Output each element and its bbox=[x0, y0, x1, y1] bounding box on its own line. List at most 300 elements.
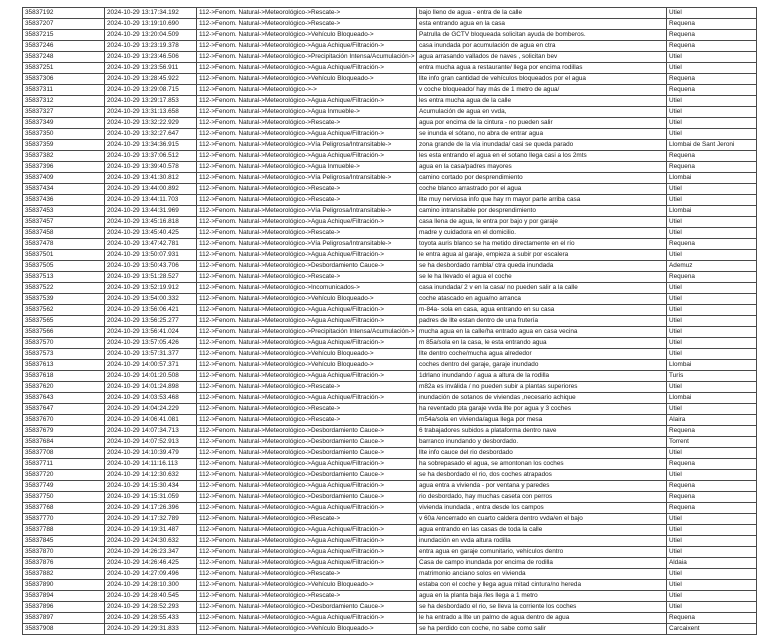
category-cell: 112->Fenom. Natural->Meteorológico->Agua Achique/Filtración-> bbox=[197, 371, 417, 382]
municipality-cell: Requena bbox=[667, 41, 757, 52]
category-cell: 112->Fenom. Natural->Meteorológico->Rescate-> bbox=[197, 8, 417, 19]
timestamp-cell: 2024-10-29 13:45:40.425 bbox=[105, 228, 197, 239]
timestamp-cell: 2024-10-29 13:39:40.578 bbox=[105, 162, 197, 173]
incident-id-cell: 35837643 bbox=[23, 393, 105, 404]
municipality-cell: Utiel bbox=[667, 294, 757, 305]
incident-id-cell: 35837246 bbox=[23, 41, 105, 52]
description-cell: Patrulla de GCTV bloqueada solicitan ayuda de bomberos. bbox=[417, 30, 667, 41]
timestamp-cell: 2024-10-29 13:32:22.929 bbox=[105, 118, 197, 129]
category-cell: 112->Fenom. Natural->Meteorológico->Rescate-> bbox=[197, 19, 417, 30]
municipality-cell: Utiel bbox=[667, 63, 757, 74]
timestamp-cell: 2024-10-29 13:44:31.969 bbox=[105, 206, 197, 217]
municipality-cell: Requena bbox=[667, 30, 757, 41]
table-row bbox=[23, 338, 757, 349]
timestamp-cell: 2024-10-29 13:52:19.912 bbox=[105, 283, 197, 294]
municipality-cell: Utiel bbox=[667, 316, 757, 327]
incident-log-page bbox=[22, 7, 756, 635]
table-row bbox=[23, 536, 757, 547]
incident-id-cell: 35837908 bbox=[23, 624, 105, 635]
timestamp-cell: 2024-10-29 14:07:52.913 bbox=[105, 437, 197, 448]
timestamp-cell: 2024-10-29 13:20:04.509 bbox=[105, 30, 197, 41]
description-cell: casa inundada/ 2 v en la casa/ no pueden salir a la calle bbox=[417, 283, 667, 294]
description-cell: inundación de sotanos de viviendas ,necesario achique bbox=[417, 393, 667, 404]
category-cell: 112->Fenom. Natural->Meteorológico->Vía Peligrosa/Intransitable-> bbox=[197, 140, 417, 151]
description-cell: v 60a /encerrado en cuarto caldera dentro vvda/en el bajo bbox=[417, 514, 667, 525]
table-row bbox=[23, 250, 757, 261]
timestamp-cell: 2024-10-29 14:28:10.300 bbox=[105, 580, 197, 591]
incident-id-cell: 35837522 bbox=[23, 283, 105, 294]
municipality-cell: Requena bbox=[667, 613, 757, 624]
category-cell: 112->Fenom. Natural->Meteorológico->Precipitación Intensa/Acumulación-> bbox=[197, 327, 417, 338]
description-cell: se ha desbordado el rio, dos coches atrapados bbox=[417, 470, 667, 481]
category-cell: 112->Fenom. Natural->Meteorológico->Rescate-> bbox=[197, 272, 417, 283]
table-row bbox=[23, 52, 757, 63]
incident-id-cell: 35837349 bbox=[23, 118, 105, 129]
municipality-cell: Utiel bbox=[667, 569, 757, 580]
timestamp-cell: 2024-10-29 13:29:17.853 bbox=[105, 96, 197, 107]
description-cell: coche atascado en agua/no arranca bbox=[417, 294, 667, 305]
category-cell: 112->Fenom. Natural->Meteorológico->Vehículo Bloqueado-> bbox=[197, 580, 417, 591]
municipality-cell: Utiel bbox=[667, 470, 757, 481]
incident-id-cell: 35837248 bbox=[23, 52, 105, 63]
table-row bbox=[23, 371, 757, 382]
table-row bbox=[23, 305, 757, 316]
description-cell: agua entra a vivienda - por ventana y paredes bbox=[417, 481, 667, 492]
description-cell: se ha desbordado rambla/ ctra queda inundada bbox=[417, 261, 667, 272]
category-cell: 112->Fenom. Natural->Meteorológico->Rescate-> bbox=[197, 404, 417, 415]
timestamp-cell: 2024-10-29 13:57:05.426 bbox=[105, 338, 197, 349]
category-cell: 112->Fenom. Natural->Meteorológico->Vehículo Bloqueado-> bbox=[197, 349, 417, 360]
description-cell: se ha perdido con coche, no sabe como salir bbox=[417, 624, 667, 635]
description-cell: llte muy nerviosa info que hay rn mayor parte arriba casa bbox=[417, 195, 667, 206]
table-row bbox=[23, 525, 757, 536]
table-row bbox=[23, 283, 757, 294]
description-cell: coche blanco arrastrado por el agua bbox=[417, 184, 667, 195]
table-row bbox=[23, 624, 757, 635]
timestamp-cell: 2024-10-29 14:12:30.632 bbox=[105, 470, 197, 481]
table-row bbox=[23, 118, 757, 129]
timestamp-cell: 2024-10-29 13:44:00.892 bbox=[105, 184, 197, 195]
description-cell: Acumulación de agua en vvda, bbox=[417, 107, 667, 118]
description-cell: matrimonio anciano solos en vivienda bbox=[417, 569, 667, 580]
incident-id-cell: 35837749 bbox=[23, 481, 105, 492]
timestamp-cell: 2024-10-29 14:19:31.487 bbox=[105, 525, 197, 536]
category-cell: 112->Fenom. Natural->Meteorológico->Desbordamiento Cauce-> bbox=[197, 261, 417, 272]
municipality-cell: Utiel bbox=[667, 382, 757, 393]
municipality-cell: Utiel bbox=[667, 305, 757, 316]
category-cell: 112->Fenom. Natural->Meteorológico->Incomunicados-> bbox=[197, 283, 417, 294]
table-row bbox=[23, 481, 757, 492]
municipality-cell: Requena bbox=[667, 492, 757, 503]
description-cell: estaba con el coche y llega agua mitad cintura/no hereda bbox=[417, 580, 667, 591]
incident-id-cell: 35837750 bbox=[23, 492, 105, 503]
category-cell: 112->Fenom. Natural->Meteorológico->Rescate-> bbox=[197, 184, 417, 195]
description-cell: entra mucha agua a restaurante/ llega por encima rodillas bbox=[417, 63, 667, 74]
municipality-cell: Llombai bbox=[667, 393, 757, 404]
category-cell: 112->Fenom. Natural->Meteorológico->Agua Achique/Filtración-> bbox=[197, 63, 417, 74]
description-cell: se le ha llevado el agua el coche bbox=[417, 272, 667, 283]
description-cell: m54a/sola en vivienda/agua llega por mesa bbox=[417, 415, 667, 426]
table-row bbox=[23, 19, 757, 30]
incident-id-cell: 35837312 bbox=[23, 96, 105, 107]
description-cell: llte dentro coche/mucha agua alrededor bbox=[417, 349, 667, 360]
municipality-cell: Requena bbox=[667, 481, 757, 492]
table-row bbox=[23, 360, 757, 371]
timestamp-cell: 2024-10-29 13:37:06.512 bbox=[105, 151, 197, 162]
description-cell: Casa de campo inundada por encima de rodilla bbox=[417, 558, 667, 569]
category-cell: 112->Fenom. Natural->Meteorológico->Precipitación Intensa/Acumulación-> bbox=[197, 52, 417, 63]
category-cell: 112->Fenom. Natural->Meteorológico->Agua Achique/Filtración-> bbox=[197, 503, 417, 514]
table-row bbox=[23, 239, 757, 250]
incident-id-cell: 35837870 bbox=[23, 547, 105, 558]
table-row bbox=[23, 41, 757, 52]
table-row bbox=[23, 228, 757, 239]
table-row bbox=[23, 569, 757, 580]
incident-id-cell: 35837890 bbox=[23, 580, 105, 591]
description-cell: le entra agua al garaje, empieza a subir por escalera bbox=[417, 250, 667, 261]
category-cell: 112->Fenom. Natural->Meteorológico->Agua Inmueble-> bbox=[197, 162, 417, 173]
table-row bbox=[23, 415, 757, 426]
category-cell: 112->Fenom. Natural->Meteorológico->Desbordamiento Cauce-> bbox=[197, 492, 417, 503]
municipality-cell: Utiel bbox=[667, 195, 757, 206]
incident-id-cell: 35837478 bbox=[23, 239, 105, 250]
table-row bbox=[23, 272, 757, 283]
description-cell: ha reventado pta garaje vvda llte por agua y 3 coches bbox=[417, 404, 667, 415]
timestamp-cell: 2024-10-29 13:23:56.911 bbox=[105, 63, 197, 74]
table-row bbox=[23, 107, 757, 118]
table-row bbox=[23, 173, 757, 184]
incident-id-cell: 35837513 bbox=[23, 272, 105, 283]
municipality-cell: Torrent bbox=[667, 437, 757, 448]
description-cell: m 85a/sola en la casa, le esta entrando agua bbox=[417, 338, 667, 349]
municipality-cell: Llombai bbox=[667, 360, 757, 371]
category-cell: 112->Fenom. Natural->Meteorológico->Desbordamiento Cauce-> bbox=[197, 426, 417, 437]
incident-id-cell: 35837396 bbox=[23, 162, 105, 173]
municipality-cell: Alaira bbox=[667, 415, 757, 426]
table-row bbox=[23, 162, 757, 173]
description-cell: madre y cuidadora en el domicilio. bbox=[417, 228, 667, 239]
incident-log-body bbox=[23, 8, 757, 635]
municipality-cell: Utiel bbox=[667, 228, 757, 239]
table-row bbox=[23, 426, 757, 437]
municipality-cell: Utiel bbox=[667, 349, 757, 360]
municipality-cell: Requena bbox=[667, 426, 757, 437]
description-cell: 1drlano inundando / agua a altura de la rodilla bbox=[417, 371, 667, 382]
timestamp-cell: 2024-10-29 14:06:41.081 bbox=[105, 415, 197, 426]
municipality-cell: Utiel bbox=[667, 514, 757, 525]
timestamp-cell: 2024-10-29 13:41:30.812 bbox=[105, 173, 197, 184]
category-cell: 112->Fenom. Natural->Meteorológico->Agua Achique/Filtración-> bbox=[197, 217, 417, 228]
category-cell: 112->Fenom. Natural->Meteorológico->Rescate-> bbox=[197, 228, 417, 239]
table-row bbox=[23, 613, 757, 624]
category-cell: 112->Fenom. Natural->Meteorológico->Vehículo Bloqueado-> bbox=[197, 624, 417, 635]
timestamp-cell: 2024-10-29 14:28:40.545 bbox=[105, 591, 197, 602]
incident-id-cell: 35837539 bbox=[23, 294, 105, 305]
category-cell: 112->Fenom. Natural->Meteorológico->Desbordamiento Cauce-> bbox=[197, 602, 417, 613]
description-cell: se inunda el sótano, no abra de entrar agua bbox=[417, 129, 667, 140]
incident-id-cell: 35837327 bbox=[23, 107, 105, 118]
incident-id-cell: 35837618 bbox=[23, 371, 105, 382]
description-cell: bajo lleno de agua - entra de la calle bbox=[417, 8, 667, 19]
incident-id-cell: 35837458 bbox=[23, 228, 105, 239]
category-cell: 112->Fenom. Natural->Meteorológico->Rescate-> bbox=[197, 415, 417, 426]
category-cell: 112->Fenom. Natural->Meteorológico->Desbordamiento Cauce-> bbox=[197, 437, 417, 448]
incident-id-cell: 35837311 bbox=[23, 85, 105, 96]
timestamp-cell: 2024-10-29 14:00:57.371 bbox=[105, 360, 197, 371]
timestamp-cell: 2024-10-29 14:17:32.789 bbox=[105, 514, 197, 525]
table-row bbox=[23, 327, 757, 338]
timestamp-cell: 2024-10-29 13:56:25.277 bbox=[105, 316, 197, 327]
timestamp-cell: 2024-10-29 13:29:08.715 bbox=[105, 85, 197, 96]
description-cell: casa llena de agua, le entra por bajo y por garaje bbox=[417, 217, 667, 228]
timestamp-cell: 2024-10-29 13:47:42.781 bbox=[105, 239, 197, 250]
incident-id-cell: 35837788 bbox=[23, 525, 105, 536]
timestamp-cell: 2024-10-29 14:15:30.434 bbox=[105, 481, 197, 492]
category-cell: 112->Fenom. Natural->Meteorológico->Agua Achique/Filtración-> bbox=[197, 41, 417, 52]
incident-id-cell: 35837613 bbox=[23, 360, 105, 371]
incident-id-cell: 35837896 bbox=[23, 602, 105, 613]
description-cell: se ha desbordado el rio, se lleva la corriente los coches bbox=[417, 602, 667, 613]
table-row bbox=[23, 63, 757, 74]
incident-id-cell: 35837192 bbox=[23, 8, 105, 19]
table-row bbox=[23, 30, 757, 41]
table-row bbox=[23, 85, 757, 96]
table-row bbox=[23, 602, 757, 613]
description-cell: casa inundada por acumulación de agua en ctra bbox=[417, 41, 667, 52]
municipality-cell: Ademuz bbox=[667, 261, 757, 272]
municipality-cell: Llombai bbox=[667, 173, 757, 184]
table-row bbox=[23, 470, 757, 481]
description-cell: le ha entrado a llte un palmo de agua dentro de agua bbox=[417, 613, 667, 624]
municipality-cell: Utiel bbox=[667, 338, 757, 349]
municipality-cell: Utiel bbox=[667, 129, 757, 140]
category-cell: 112->Fenom. Natural->Meteorológico->Agua Achique/Filtración-> bbox=[197, 305, 417, 316]
description-cell: m-84a- sola en casa, agua entrando en su casa bbox=[417, 305, 667, 316]
description-cell: rio desbordado, hay muchas caseta con perros bbox=[417, 492, 667, 503]
timestamp-cell: 2024-10-29 13:32:27.647 bbox=[105, 129, 197, 140]
table-row bbox=[23, 514, 757, 525]
category-cell: 112->Fenom. Natural->Meteorológico->Rescate-> bbox=[197, 514, 417, 525]
municipality-cell: Llombai de Sant Jeroni bbox=[667, 140, 757, 151]
municipality-cell: Requena bbox=[667, 503, 757, 514]
category-cell: 112->Fenom. Natural->Meteorológico->Agua Achique/Filtración-> bbox=[197, 250, 417, 261]
incident-id-cell: 35837207 bbox=[23, 19, 105, 30]
timestamp-cell: 2024-10-29 14:24:30.632 bbox=[105, 536, 197, 547]
municipality-cell: Utiel bbox=[667, 602, 757, 613]
incident-log-table bbox=[22, 7, 757, 635]
timestamp-cell: 2024-10-29 13:17:34.192 bbox=[105, 8, 197, 19]
table-row bbox=[23, 459, 757, 470]
table-row bbox=[23, 558, 757, 569]
timestamp-cell: 2024-10-29 14:28:55.433 bbox=[105, 613, 197, 624]
timestamp-cell: 2024-10-29 13:56:41.024 bbox=[105, 327, 197, 338]
description-cell: barranco inundando y desbordado. bbox=[417, 437, 667, 448]
description-cell: agua en la planta baja /les llega a 1 metro bbox=[417, 591, 667, 602]
table-row bbox=[23, 96, 757, 107]
description-cell: agua por encima de la cintura - no pueden salir bbox=[417, 118, 667, 129]
municipality-cell: Utiel bbox=[667, 591, 757, 602]
category-cell: 112->Fenom. Natural->Meteorológico->Rescate-> bbox=[197, 591, 417, 602]
category-cell: 112->Fenom. Natural->Meteorológico->Agua Achique/Filtración-> bbox=[197, 316, 417, 327]
category-cell: 112->Fenom. Natural->Meteorológico->Agua Achique/Filtración-> bbox=[197, 338, 417, 349]
municipality-cell: Requena bbox=[667, 272, 757, 283]
category-cell: 112->Fenom. Natural->Meteorológico->Desbordamiento Cauce-> bbox=[197, 448, 417, 459]
description-cell: entra agua en garaje comunitario, vehículos dentro bbox=[417, 547, 667, 558]
municipality-cell: Requena bbox=[667, 459, 757, 470]
incident-id-cell: 35837573 bbox=[23, 349, 105, 360]
table-row bbox=[23, 217, 757, 228]
municipality-cell: Requena bbox=[667, 151, 757, 162]
table-row bbox=[23, 316, 757, 327]
incident-id-cell: 35837679 bbox=[23, 426, 105, 437]
timestamp-cell: 2024-10-29 13:54:00.332 bbox=[105, 294, 197, 305]
municipality-cell: Utiel bbox=[667, 525, 757, 536]
municipality-cell: Turís bbox=[667, 371, 757, 382]
description-cell: inundación en vvda altura rodilla bbox=[417, 536, 667, 547]
municipality-cell: Utiel bbox=[667, 283, 757, 294]
municipality-cell: Utiel bbox=[667, 217, 757, 228]
category-cell: 112->Fenom. Natural->Meteorológico->Agua Achique/Filtración-> bbox=[197, 129, 417, 140]
description-cell: vivienda inundada , entra desde los campos bbox=[417, 503, 667, 514]
category-cell: 112->Fenom. Natural->Meteorológico->Agua Achique/Filtración-> bbox=[197, 558, 417, 569]
description-cell: zona grande de la vía inundada/ casi se queda parado bbox=[417, 140, 667, 151]
municipality-cell: Utiel bbox=[667, 536, 757, 547]
municipality-cell: Requena bbox=[667, 19, 757, 30]
municipality-cell: Requena bbox=[667, 85, 757, 96]
municipality-cell: Utiel bbox=[667, 404, 757, 415]
municipality-cell: Requena bbox=[667, 239, 757, 250]
description-cell: m82a es inválida / no pueden subir a plantas superiores bbox=[417, 382, 667, 393]
timestamp-cell: 2024-10-29 13:34:36.915 bbox=[105, 140, 197, 151]
timestamp-cell: 2024-10-29 13:19:10.690 bbox=[105, 19, 197, 30]
incident-id-cell: 35837562 bbox=[23, 305, 105, 316]
municipality-cell: Requena bbox=[667, 162, 757, 173]
category-cell: 112->Fenom. Natural->Meteorológico->Rescate-> bbox=[197, 195, 417, 206]
category-cell: 112->Fenom. Natural->Meteorológico->Agua Achique/Filtración-> bbox=[197, 613, 417, 624]
timestamp-cell: 2024-10-29 14:27:09.496 bbox=[105, 569, 197, 580]
table-row bbox=[23, 140, 757, 151]
incident-id-cell: 35837708 bbox=[23, 448, 105, 459]
description-cell: esta entrando agua en la casa bbox=[417, 19, 667, 30]
table-row bbox=[23, 404, 757, 415]
timestamp-cell: 2024-10-29 13:23:46.506 bbox=[105, 52, 197, 63]
description-cell: llte info gran cantidad de vehículos bloqueados por el agua bbox=[417, 74, 667, 85]
incident-id-cell: 35837409 bbox=[23, 173, 105, 184]
incident-id-cell: 35837711 bbox=[23, 459, 105, 470]
timestamp-cell: 2024-10-29 14:11:16.113 bbox=[105, 459, 197, 470]
table-row bbox=[23, 349, 757, 360]
table-row bbox=[23, 492, 757, 503]
timestamp-cell: 2024-10-29 13:56:06.421 bbox=[105, 305, 197, 316]
timestamp-cell: 2024-10-29 14:04:24.229 bbox=[105, 404, 197, 415]
category-cell: 112->Fenom. Natural->Meteorológico->Vía Peligrosa/Intransitable-> bbox=[197, 173, 417, 184]
timestamp-cell: 2024-10-29 14:26:23.347 bbox=[105, 547, 197, 558]
table-row bbox=[23, 129, 757, 140]
category-cell: 112->Fenom. Natural->Meteorológico->Rescate-> bbox=[197, 118, 417, 129]
municipality-cell: Utiel bbox=[667, 448, 757, 459]
table-row bbox=[23, 393, 757, 404]
description-cell: camino cortado por desprendimiento bbox=[417, 173, 667, 184]
category-cell: 112->Fenom. Natural->Meteorológico->Agua Inmueble-> bbox=[197, 107, 417, 118]
category-cell: 112->Fenom. Natural->Meteorológico->Desbordamiento Cauce-> bbox=[197, 470, 417, 481]
timestamp-cell: 2024-10-29 14:07:34.713 bbox=[105, 426, 197, 437]
description-cell: les entra mucha agua de la calle bbox=[417, 96, 667, 107]
incident-id-cell: 35837876 bbox=[23, 558, 105, 569]
incident-id-cell: 35837251 bbox=[23, 63, 105, 74]
timestamp-cell: 2024-10-29 13:44:11.703 bbox=[105, 195, 197, 206]
municipality-cell: Utiel bbox=[667, 118, 757, 129]
table-row bbox=[23, 448, 757, 459]
table-row bbox=[23, 261, 757, 272]
timestamp-cell: 2024-10-29 14:01:20.508 bbox=[105, 371, 197, 382]
municipality-cell: Utiel bbox=[667, 96, 757, 107]
municipality-cell: Utiel bbox=[667, 547, 757, 558]
municipality-cell: Utiel bbox=[667, 8, 757, 19]
timestamp-cell: 2024-10-29 14:29:31.833 bbox=[105, 624, 197, 635]
incident-id-cell: 35837882 bbox=[23, 569, 105, 580]
table-row bbox=[23, 547, 757, 558]
table-row bbox=[23, 437, 757, 448]
incident-id-cell: 35837894 bbox=[23, 591, 105, 602]
table-row bbox=[23, 580, 757, 591]
incident-id-cell: 35837436 bbox=[23, 195, 105, 206]
incident-id-cell: 35837215 bbox=[23, 30, 105, 41]
timestamp-cell: 2024-10-29 13:51:28.527 bbox=[105, 272, 197, 283]
municipality-cell: Llombai bbox=[667, 206, 757, 217]
category-cell: 112->Fenom. Natural->Meteorológico->Agua Achique/Filtración-> bbox=[197, 536, 417, 547]
description-cell: les esta entrando el agua en el sotano llega casi a los 2mts bbox=[417, 151, 667, 162]
description-cell: padres de llte estan dentro de una frutería bbox=[417, 316, 667, 327]
category-cell: 112->Fenom. Natural->Meteorológico->Agua Achique/Filtración-> bbox=[197, 459, 417, 470]
category-cell: 112->Fenom. Natural->Meteorológico->Vehículo Bloqueado-> bbox=[197, 74, 417, 85]
description-cell: 6 trabajadores subidos a plataforma dentro nave bbox=[417, 426, 667, 437]
timestamp-cell: 2024-10-29 14:15:31.059 bbox=[105, 492, 197, 503]
incident-id-cell: 35837845 bbox=[23, 536, 105, 547]
incident-id-cell: 35837897 bbox=[23, 613, 105, 624]
timestamp-cell: 2024-10-29 13:50:07.931 bbox=[105, 250, 197, 261]
description-cell: ha sobrepasado el agua, se amontonan los coches bbox=[417, 459, 667, 470]
municipality-cell: Utiel bbox=[667, 184, 757, 195]
category-cell: 112->Fenom. Natural->Meteorológico->Rescate-> bbox=[197, 382, 417, 393]
description-cell: agua arrasando vallados de naves , solicitan bev bbox=[417, 52, 667, 63]
category-cell: 112->Fenom. Natural->Meteorológico->Vehículo Bloqueado-> bbox=[197, 294, 417, 305]
category-cell: 112->Fenom. Natural->Meteorológico->Vehículo Bloqueado-> bbox=[197, 30, 417, 41]
municipality-cell: Carcaixent bbox=[667, 624, 757, 635]
category-cell: 112->Fenom. Natural->Meteorológico->Agua Achique/Filtración-> bbox=[197, 547, 417, 558]
incident-id-cell: 35837647 bbox=[23, 404, 105, 415]
municipality-cell: Requena bbox=[667, 74, 757, 85]
table-row bbox=[23, 195, 757, 206]
municipality-cell: Utiel bbox=[667, 327, 757, 338]
description-cell: mucha agua en la calle/ha entrado agua en casa vecina bbox=[417, 327, 667, 338]
table-row bbox=[23, 184, 757, 195]
incident-id-cell: 35837382 bbox=[23, 151, 105, 162]
incident-id-cell: 35837453 bbox=[23, 206, 105, 217]
timestamp-cell: 2024-10-29 14:01:24.898 bbox=[105, 382, 197, 393]
category-cell: 112->Fenom. Natural->Meteorológico->Agua Achique/Filtración-> bbox=[197, 481, 417, 492]
table-row bbox=[23, 591, 757, 602]
table-row bbox=[23, 151, 757, 162]
category-cell: 112->Fenom. Natural->Meteorológico->Agua Achique/Filtración-> bbox=[197, 96, 417, 107]
incident-id-cell: 35837768 bbox=[23, 503, 105, 514]
category-cell: 112->Fenom. Natural->Meteorológico->-> bbox=[197, 85, 417, 96]
timestamp-cell: 2024-10-29 13:23:19.378 bbox=[105, 41, 197, 52]
municipality-cell: Aldaia bbox=[667, 558, 757, 569]
category-cell: 112->Fenom. Natural->Meteorológico->Vía Peligrosa/Intransitable-> bbox=[197, 206, 417, 217]
category-cell: 112->Fenom. Natural->Meteorológico->Rescate-> bbox=[197, 569, 417, 580]
incident-id-cell: 35837434 bbox=[23, 184, 105, 195]
incident-id-cell: 35837565 bbox=[23, 316, 105, 327]
